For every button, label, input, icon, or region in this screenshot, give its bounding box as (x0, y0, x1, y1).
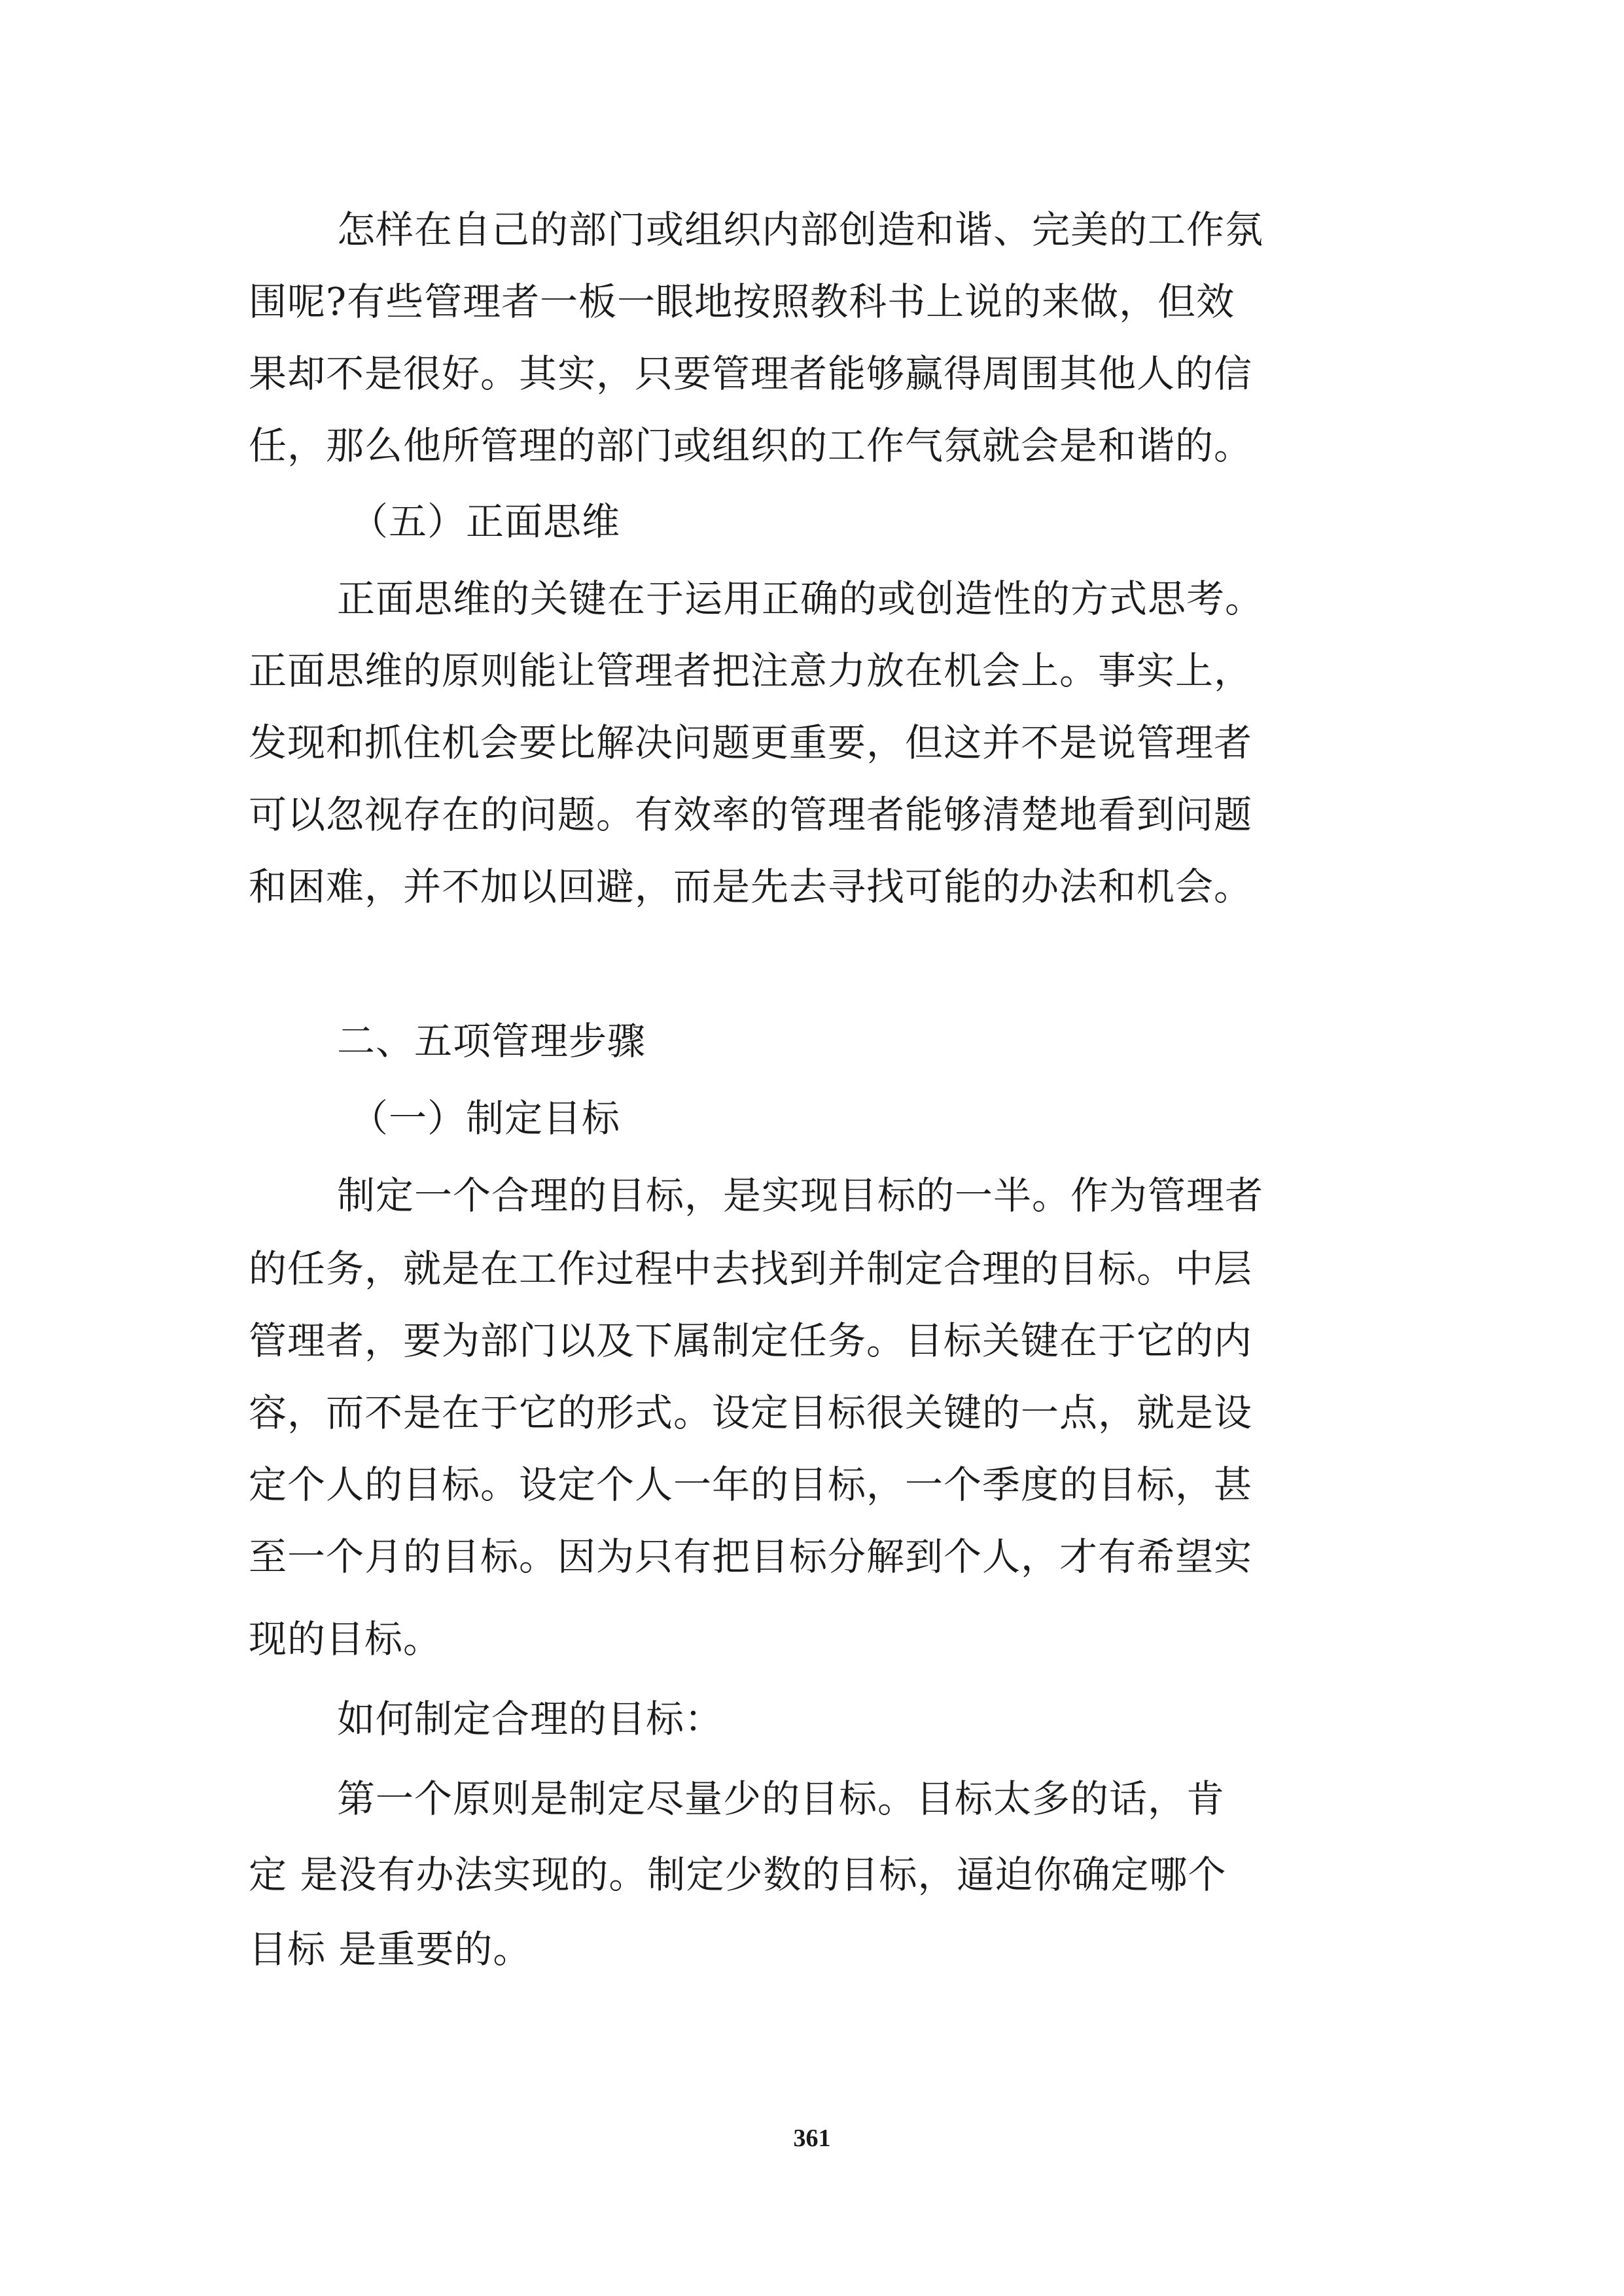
page-number: 361 (793, 2125, 831, 2152)
body-text-line: 如何制定合理的目标： (337, 1697, 724, 1741)
chapter-heading: 二、五项管理步骤 (337, 1019, 646, 1063)
body-text-line: 容，而不是在于它的形式。设定目标很关键的一点，就是设 (249, 1390, 1253, 1435)
body-text-line: 定 是没有办法实现的。制定少数的目标，逼迫你确定哪个 (249, 1852, 1227, 1897)
body-text-line: 制定一个合理的目标，是实现目标的一半。作为管理者 (337, 1173, 1264, 1218)
body-text-line: 和困难，并不加以回避，而是先去寻找可能的办法和机会。 (249, 864, 1253, 909)
body-text-line: 正面思维的原则能让管理者把注意力放在机会上。事实上， (249, 648, 1253, 693)
body-text-line: 围呢?有些管理者一板一眼地按照教科书上说的来做，但效 (249, 279, 1235, 324)
body-text-line: 的任务，就是在工作过程中去找到并制定合理的目标。中层 (249, 1246, 1253, 1291)
body-text-line: 定个人的目标。设定个人一年的目标，一个季度的目标，甚 (249, 1462, 1253, 1507)
body-text-line: 怎样在自己的部门或组织内部创造和谐、完美的工作氛 (337, 207, 1264, 252)
body-text-line: 现的目标。 (249, 1617, 442, 1661)
section-heading: （五）正面思维 (350, 499, 621, 544)
body-text-line: 第一个原则是制定尽量少的目标。目标太多的话，肯 (337, 1776, 1226, 1821)
body-text-line: 任，那么他所管理的部门或组织的工作气氛就会是和谐的。 (249, 423, 1253, 468)
body-text-line: 正面思维的关键在于运用正确的或创造性的方式思考。 (337, 576, 1264, 621)
body-text-line: 果却不是很好。其实，只要管理者能够赢得周围其他人的信 (249, 351, 1253, 396)
section-heading: （一）制定目标 (350, 1096, 621, 1140)
body-text-line: 发现和抓住机会要比解决问题更重要，但这并不是说管理者 (249, 720, 1253, 765)
body-text-line: 目标 是重要的。 (249, 1927, 532, 1971)
body-text-line: 管理者，要为部门以及下属制定任务。目标关键在于它的内 (249, 1318, 1253, 1363)
body-text-line: 至一个月的目标。因为只有把目标分解到个人，才有希望实 (249, 1534, 1253, 1579)
body-text-line: 可以忽视存在的问题。有效率的管理者能够清楚地看到问题 (249, 792, 1253, 837)
